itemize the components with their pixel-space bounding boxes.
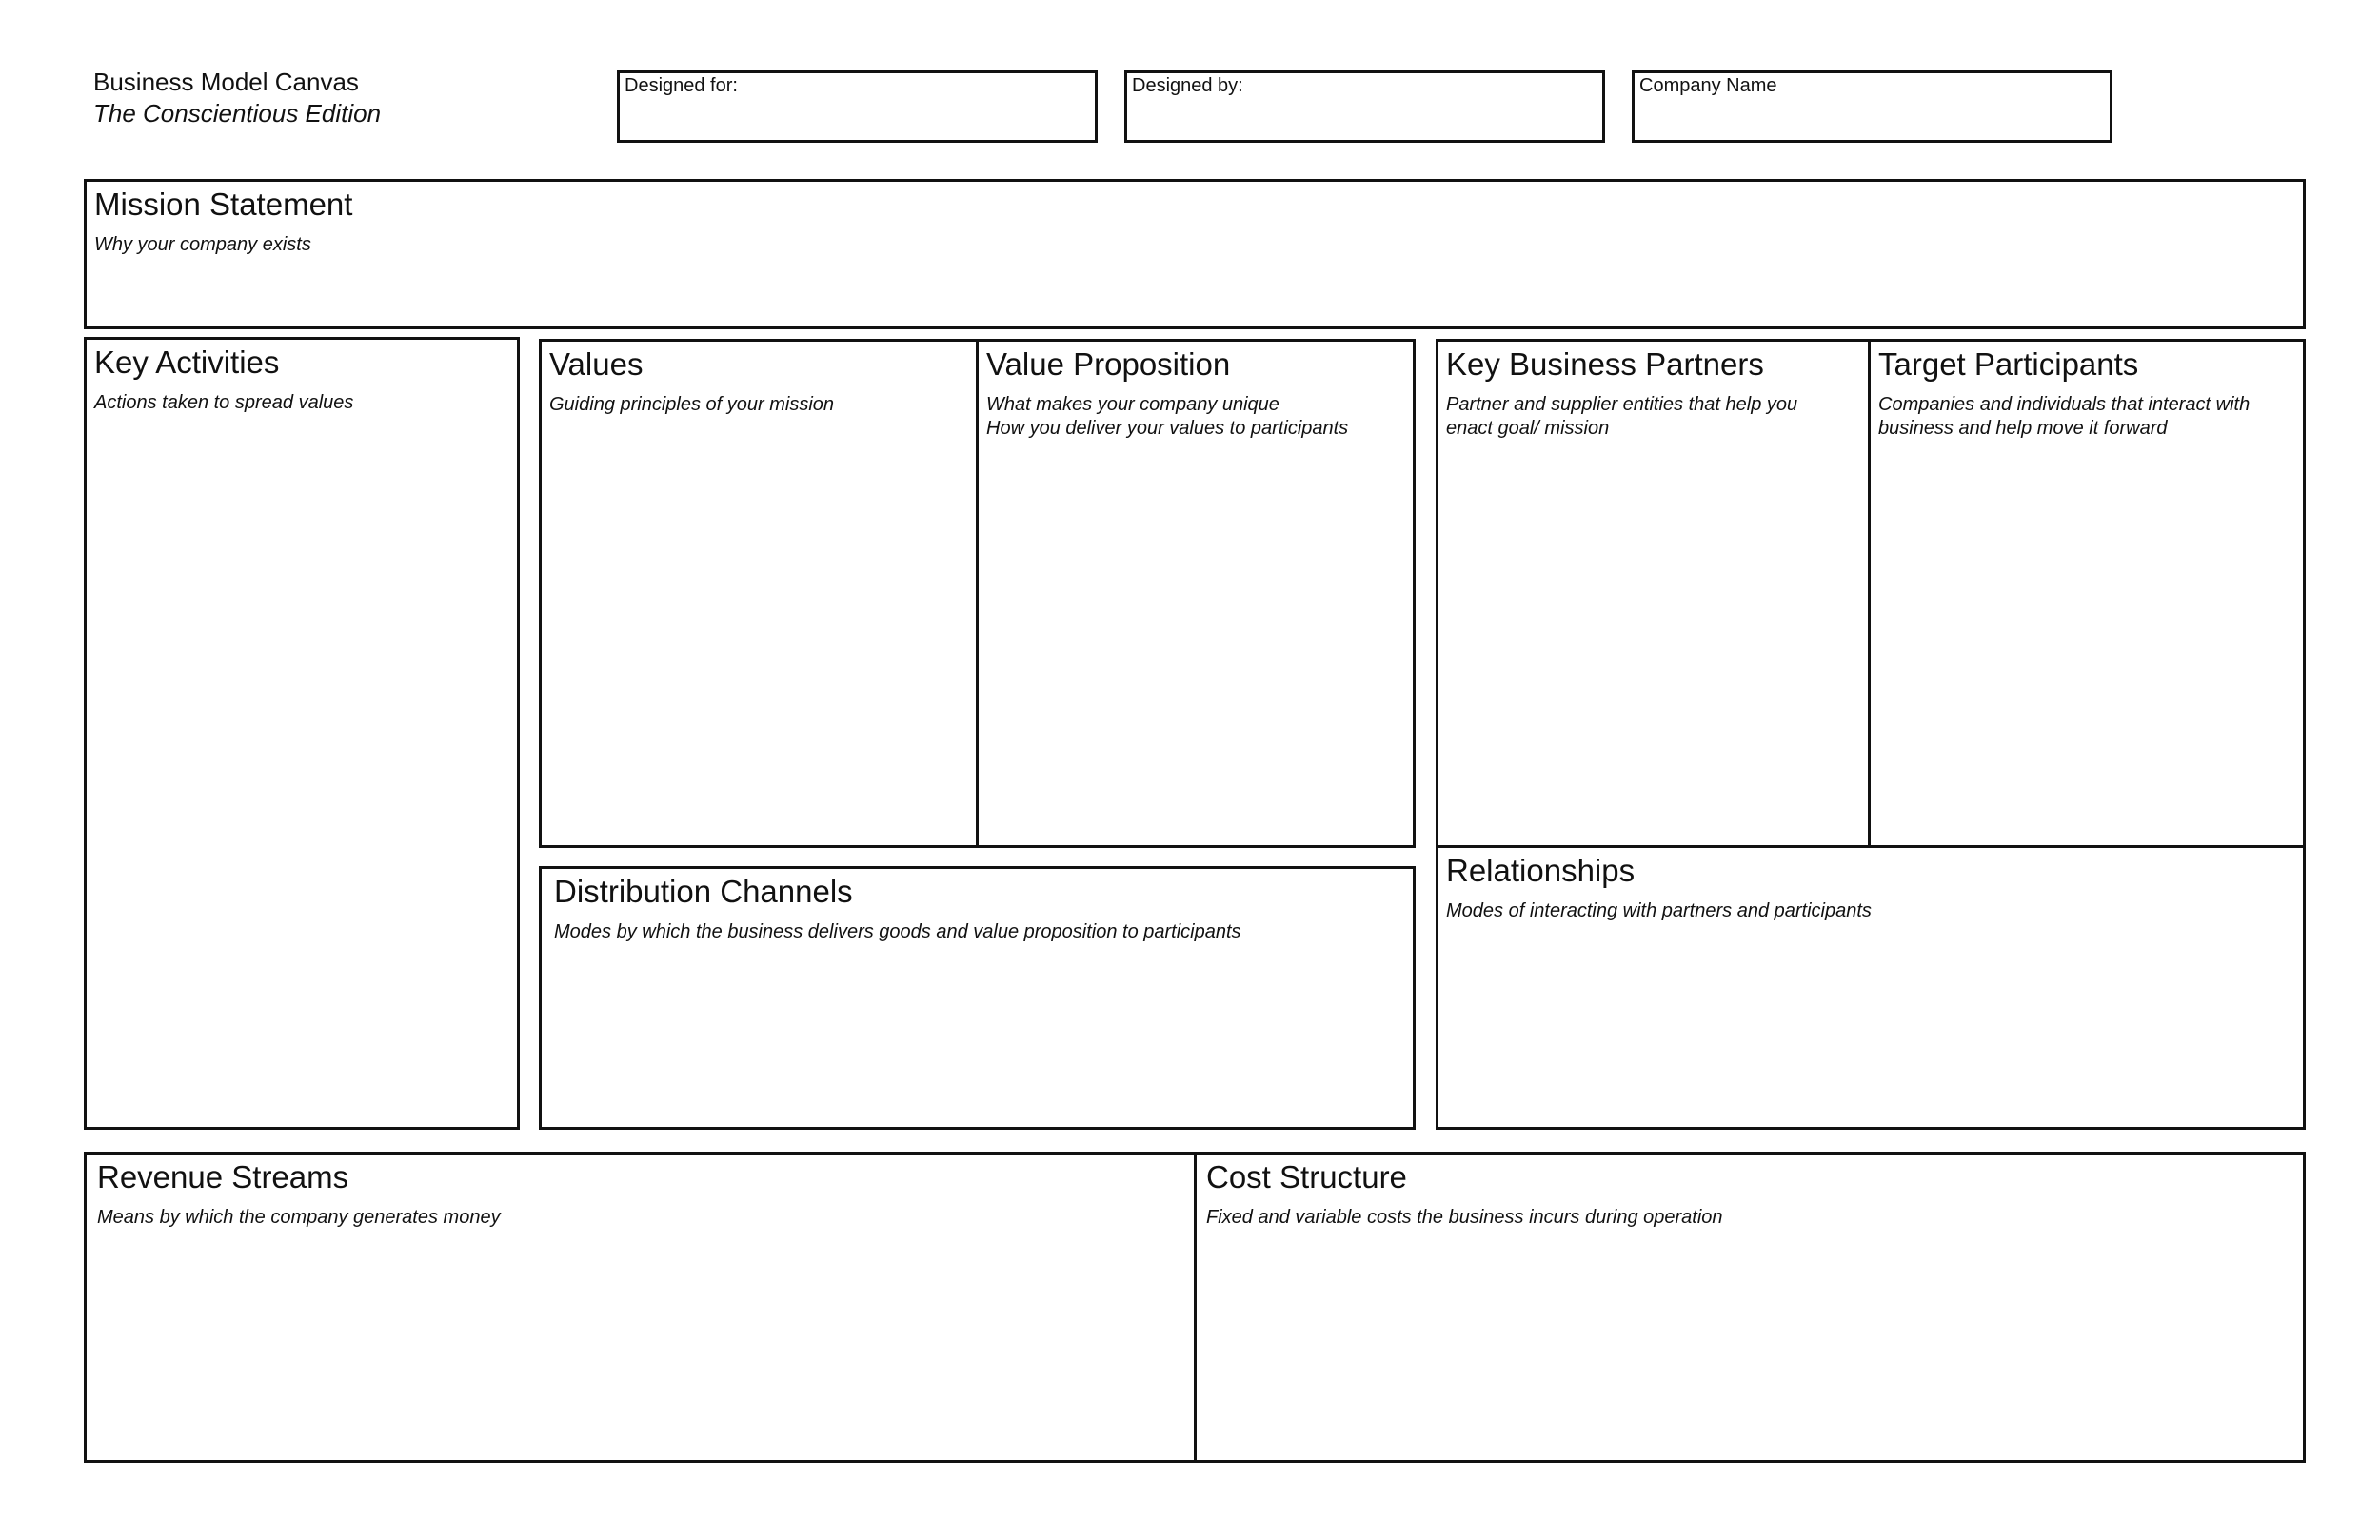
key-activities-box[interactable]	[84, 337, 520, 1130]
cost-structure-description: Fixed and variable costs the business incurs during operation	[1206, 1207, 1723, 1228]
canvas-subtitle: The Conscientious Edition	[93, 99, 382, 128]
target-participants-title: Target Participants	[1878, 346, 2139, 382]
designed-by-label: Designed by:	[1132, 75, 1243, 96]
key-business-partners-box[interactable]	[1436, 339, 1871, 848]
company-name-field[interactable]	[1632, 70, 2112, 143]
designed-for-label: Designed for:	[625, 75, 738, 96]
distribution-channels-title: Distribution Channels	[554, 874, 853, 909]
canvas-title: Business Model Canvas	[93, 68, 359, 96]
distribution-channels-box[interactable]	[539, 866, 1416, 1130]
cost-structure-box[interactable]	[1194, 1152, 2306, 1463]
relationships-description: Modes of interacting with partners and participants	[1446, 900, 1872, 921]
values-title: Values	[549, 346, 644, 382]
key-business-partners-description: Partner and supplier entities that help you enact goal/ mission	[1446, 394, 1798, 439]
mission-statement-title: Mission Statement	[94, 187, 353, 222]
relationships-box[interactable]	[1436, 845, 2306, 1130]
value-proposition-description: What makes your company unique How you deliver your values to participants	[986, 394, 1349, 439]
cost-structure-title: Cost Structure	[1206, 1159, 1407, 1194]
key-activities-description: Actions taken to spread values	[94, 392, 354, 413]
values-box[interactable]	[539, 339, 979, 848]
revenue-streams-title: Revenue Streams	[97, 1159, 349, 1194]
mission-statement-box[interactable]	[84, 179, 2306, 329]
values-description: Guiding principles of your mission	[549, 394, 835, 415]
value-proposition-title: Value Proposition	[986, 346, 1231, 382]
designed-by-field[interactable]	[1124, 70, 1605, 143]
target-participants-description: Companies and individuals that interact with business and help move it forward	[1878, 394, 2251, 439]
mission-statement-description: Why your company exists	[94, 234, 311, 255]
target-participants-box[interactable]	[1868, 339, 2306, 848]
value-proposition-box[interactable]	[976, 339, 1416, 848]
distribution-channels-description: Modes by which the business delivers goods and value proposition to participants	[554, 921, 1241, 942]
key-activities-title: Key Activities	[94, 345, 280, 380]
company-name-label: Company Name	[1639, 75, 1777, 96]
key-business-partners-title: Key Business Partners	[1446, 346, 1764, 382]
revenue-streams-description: Means by which the company generates money	[97, 1207, 501, 1228]
relationships-title: Relationships	[1446, 853, 1636, 888]
designed-for-field[interactable]	[617, 70, 1098, 143]
revenue-streams-box[interactable]	[84, 1152, 1197, 1463]
